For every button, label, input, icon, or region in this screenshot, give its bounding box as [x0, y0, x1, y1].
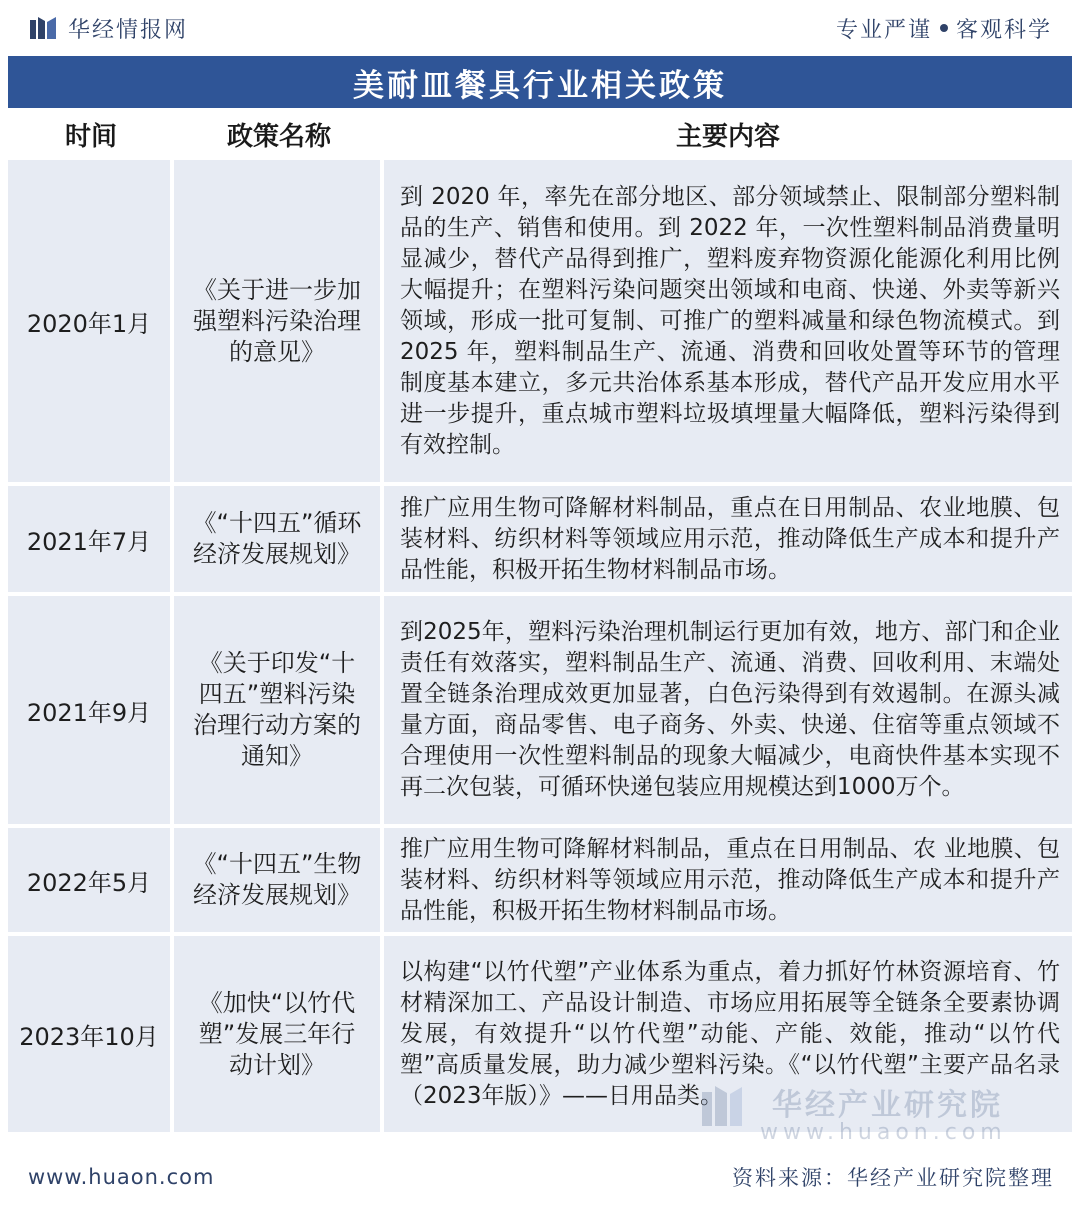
table-row — [8, 482, 1072, 592]
column-header-policy-name: 政策名称 — [174, 108, 384, 160]
watermark-text: 华经产业研究院 — [772, 1088, 1003, 1123]
brand — [30, 13, 188, 44]
column-header-content: 主要内容 — [384, 108, 1072, 160]
cell-content: 以构建“以竹代塑”产业体系为重点，着力抓好竹林资源培育、竹材精深加工、产品设计制造、市场应用拓展等全链条全要素协调发展，有效提升“以竹代塑”动能、产能、效能，推动“以竹代塑”高质量发展，助力减少塑料污染。《“以竹代塑”主要产品名录（2023年版）》——日用品类。 — [384, 932, 1072, 1132]
table-row — [8, 160, 1072, 482]
page-title: 美耐皿餐具行业相关政策 — [353, 67, 727, 104]
bullet-dot-icon — [940, 24, 948, 32]
cell-time: 2023年10月 — [8, 932, 174, 1132]
cell-policy-name: 《“十四五”生物经济发展规划》 — [174, 824, 384, 932]
slogan-right: 客观科学 — [955, 17, 1052, 43]
cell-time: 2020年1月 — [8, 160, 174, 482]
title-band — [8, 56, 1072, 108]
cell-policy-name: 《“十四五”循环经济发展规划》 — [174, 482, 384, 592]
cell-policy-name: 《关于进一步加强塑料污染治理的意见》 — [174, 160, 384, 482]
cell-time: 2021年7月 — [8, 482, 174, 592]
table-row — [8, 824, 1072, 932]
cell-content: 推广应用生物可降解材料制品，重点在日用制品、农业地膜、包装材料、纺织材料等领域应用示范，推动降低生产成本和提升产品性能，积极开拓生物材料制品市场。 — [384, 482, 1072, 592]
cell-content: 到2025年，塑料污染治理机制运行更加有效，地方、部门和企业责任有效落实，塑料制品生产、流通、消费、回收利用、末端处置全链条治理成效更加显著，白色污染得到有效遏制。在源头减量方面，商品零售、电子商务、外卖、快递、住宿等重点领域不合理使用一次性塑料制品的现象大幅减少，电商快件基本实现不再二次包装，可循环快递包装应用规模达到1000万个。 — [384, 592, 1072, 824]
footer-source: 资料来源：华经产业研究院整理 — [732, 1165, 1054, 1190]
cell-content: 推广应用生物可降解材料制品，重点在日用制品、农 业地膜、包装材料、纺织材料等领域应用示范，推动降低生产成本和提升产 品性能，积极开拓生物材料制品市场。 — [384, 824, 1072, 932]
table-row — [8, 592, 1072, 824]
cell-time: 2022年5月 — [8, 824, 174, 932]
footer — [0, 1148, 1080, 1205]
table-header-row — [8, 108, 1072, 160]
brand-name: 华经情报网 — [68, 17, 189, 43]
cell-content: 到 2020 年，率先在部分地区、部分领域禁止、限制部分塑料制品的生产、销售和使用。到 2022 年，一次性塑料制品消费量明显减少，替代产品得到推广，塑料废弃物资源化能源化利用比例大幅提升；在塑料污染问题突出领域和电商、快递、外卖等新兴领域，形成一批可复制、可推广的塑料减量和绿色物流模式。到 2025 年，塑料制品生产、流通、消费和回收处置等环节的管理制度基本建立，多元共治体系基本形成，替代产品开发应用水平进一步提升，重点城市塑料垃圾填埋量大幅降低，塑料污染得到有效控制。 — [384, 160, 1072, 482]
cell-policy-name: 《关于印发“十四五”塑料污染治理行动方案的通知》 — [174, 592, 384, 824]
cell-policy-name: 《加快“以竹代塑”发展三年行动计划》 — [174, 932, 384, 1132]
policy-table — [8, 108, 1072, 1132]
huajing-logo-icon — [30, 17, 56, 39]
column-header-time: 时间 — [8, 108, 174, 160]
slogan-left: 专业严谨 — [835, 17, 932, 43]
watermark-url: www.huaon.com — [760, 1120, 1007, 1145]
top-bar — [0, 0, 1080, 56]
cell-time: 2021年9月 — [8, 592, 174, 824]
slogan — [836, 13, 1052, 44]
table-row — [8, 932, 1072, 1132]
footer-url-link[interactable]: www.huaon.com — [28, 1164, 215, 1189]
